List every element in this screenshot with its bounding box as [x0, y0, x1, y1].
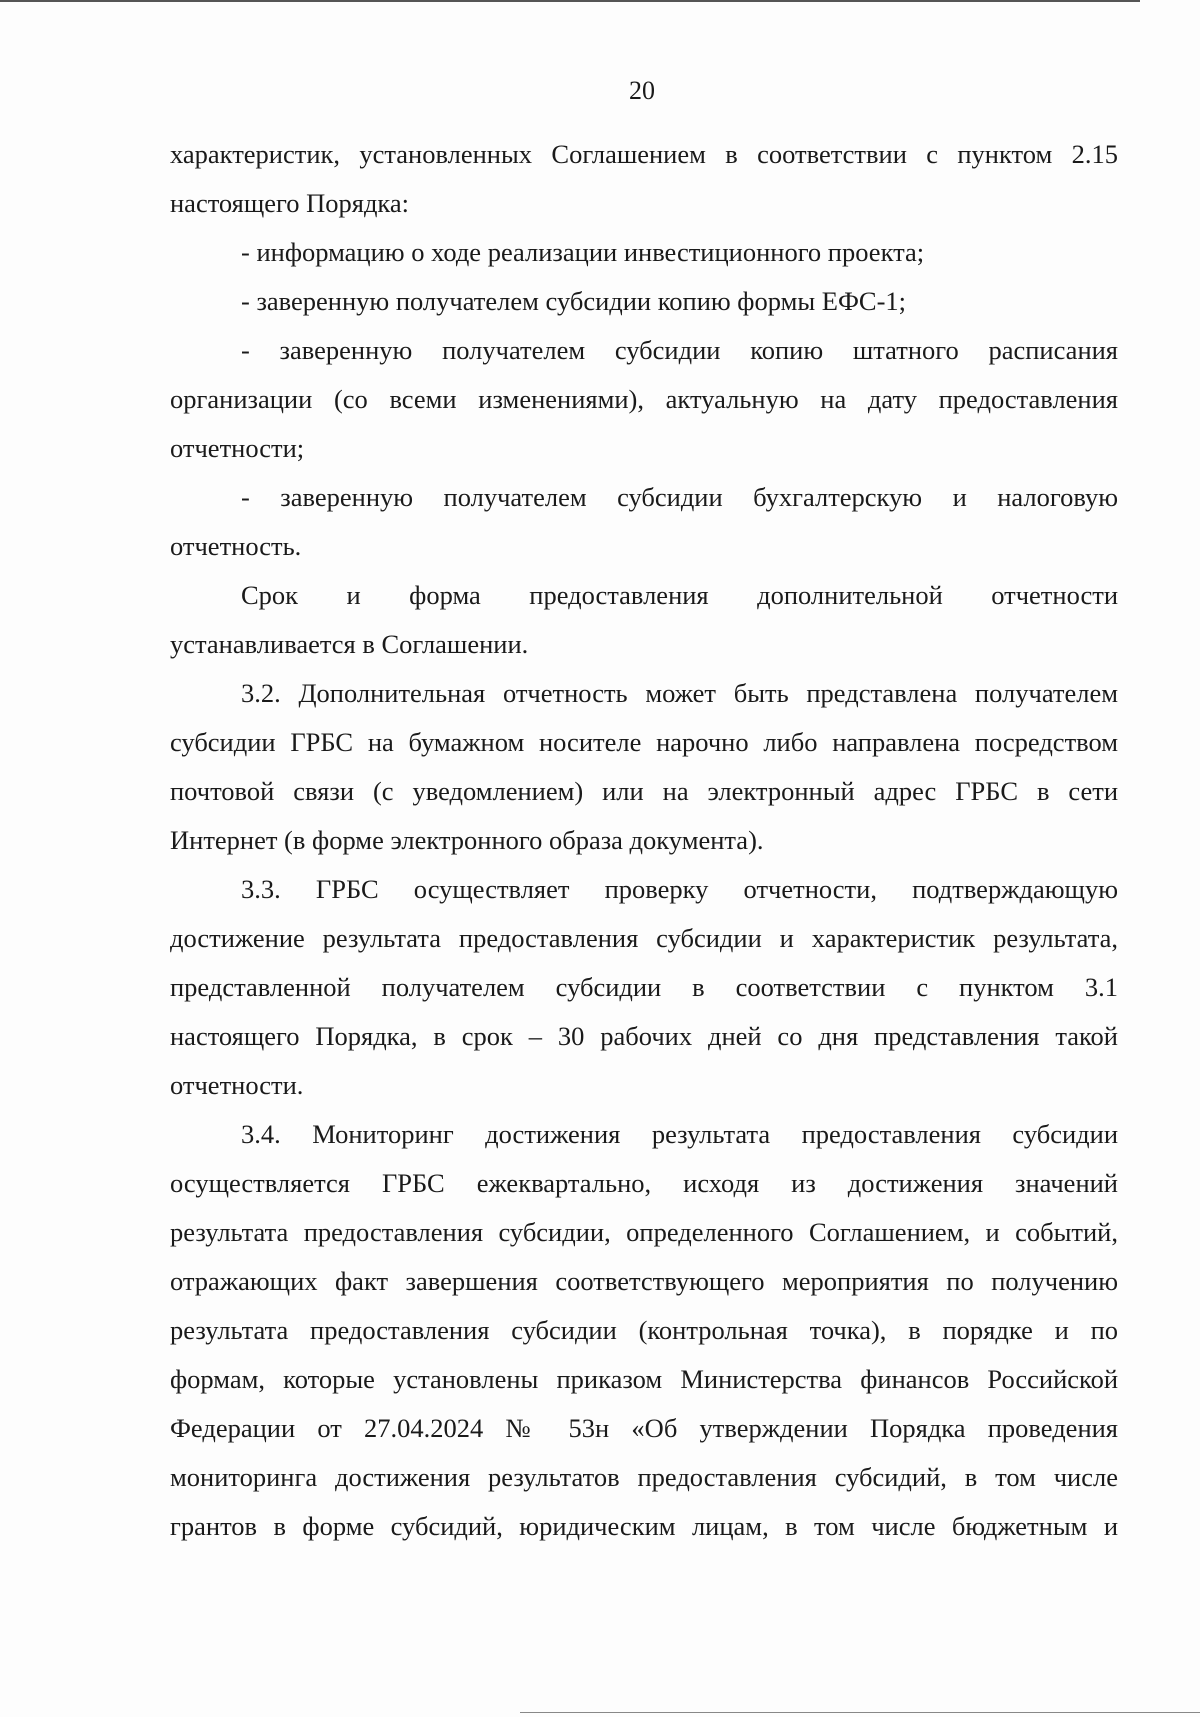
text-line: Федерации от 27.04.2024 № 53н «Об утверждении Порядка проведения: [170, 1413, 1118, 1443]
text-line: Интернет (в форме электронного образа документа).: [170, 825, 764, 855]
paragraph: [170, 326, 1118, 473]
text-line: отчетности;: [170, 433, 305, 463]
text-line: настоящего Порядка, в срок – 30 рабочих дней со дня представления такой: [170, 1021, 1118, 1051]
text-line: 3.3. ГРБС осуществляет проверку отчетности, подтверждающую: [241, 874, 1118, 904]
text-line: отчетности.: [170, 1070, 304, 1100]
paragraph: [170, 228, 1118, 277]
text-line: достижение результата предоставления субсидии и характеристик результата,: [170, 923, 1118, 953]
text-line: результата предоставления субсидии (контрольная точка), в порядке и по: [170, 1315, 1118, 1345]
text-line: настоящего Порядка:: [170, 188, 410, 218]
text-line: - заверенную получателем субсидии копию штатного расписания: [241, 335, 1118, 365]
paragraph: [170, 1110, 1118, 1551]
text-line: представленной получателем субсидии в соответствии с пунктом 3.1: [170, 972, 1118, 1002]
scan-edge-bottom: [520, 1712, 1200, 1713]
text-line: почтовой связи (с уведомлением) или на электронный адрес ГРБС в сети: [170, 776, 1118, 806]
text-line: грантов в форме субсидий, юридическим лицам, в том числе бюджетным и: [170, 1511, 1118, 1541]
text-line: устанавливается в Соглашении.: [170, 629, 529, 659]
text-line: Срок и форма предоставления дополнительной отчетности: [241, 580, 1118, 610]
text-line: результата предоставления субсидии, определенного Соглашением, и событий,: [170, 1217, 1118, 1247]
text-line: формам, которые установлены приказом Министерства финансов Российской: [170, 1364, 1118, 1394]
text-line: - заверенную получателем субсидии копию формы ЕФС-1;: [241, 286, 907, 316]
paragraph: [170, 277, 1118, 326]
paragraph: [170, 130, 1118, 228]
paragraph: [170, 571, 1118, 669]
text-line: отражающих факт завершения соответствующего мероприятия по получению: [170, 1266, 1118, 1296]
text-line: мониторинга достижения результатов предоставления субсидий, в том числе: [170, 1462, 1118, 1492]
text-line: 3.2. Дополнительная отчетность может быть представлена получателем: [241, 678, 1118, 708]
text-line: характеристик, установленных Соглашением в соответствии с пунктом 2.15: [170, 139, 1118, 169]
document-body: [170, 130, 1118, 1551]
text-line: осуществляется ГРБС ежеквартально, исходя из достижения значений: [170, 1168, 1118, 1198]
paragraph: [170, 865, 1118, 1110]
paragraph: [170, 473, 1118, 571]
text-line: организации (со всеми изменениями), актуальную на дату предоставления: [170, 384, 1118, 414]
scan-edge-top: [0, 0, 1140, 2]
text-line: 3.4. Мониторинг достижения результата предоставления субсидии: [241, 1119, 1118, 1149]
text-line: субсидии ГРБС на бумажном носителе нарочно либо направлена посредством: [170, 727, 1118, 757]
text-line: отчетность.: [170, 531, 302, 561]
text-line: - информацию о ходе реализации инвестиционного проекта;: [241, 237, 925, 267]
paragraph: [170, 669, 1118, 865]
page-number: 20: [629, 76, 655, 105]
text-line: - заверенную получателем субсидии бухгалтерскую и налоговую: [241, 482, 1118, 512]
